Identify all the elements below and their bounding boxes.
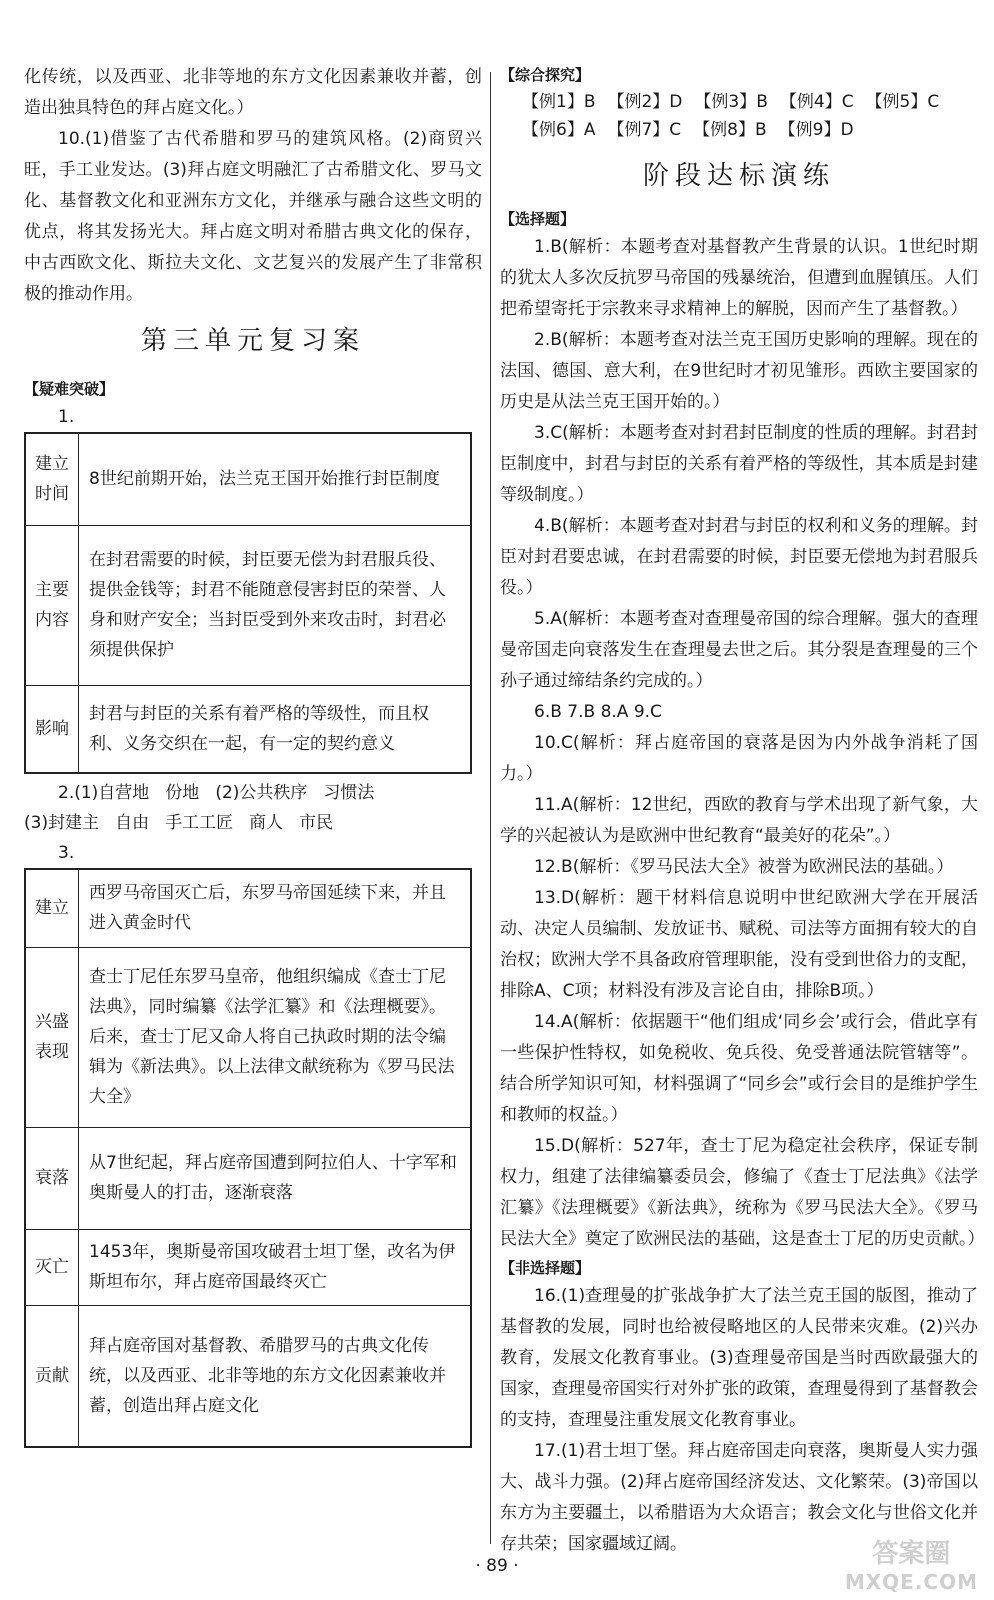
row-content: 从7世纪起，拜占庭帝国遭到阿拉伯人、十字军和奥斯曼人的打击，逐渐衰落 xyxy=(79,1127,472,1229)
fill-item: 2.(1)自营地 xyxy=(58,783,150,803)
example-answer: 【例6】A xyxy=(522,120,596,140)
answer-17: 17.(1)君士坦丁堡。拜占庭帝国走向衰落，奥斯曼人实力强大、战斗力强。(2)拜占庭帝国经济发达、文化繁荣。(3)帝国以东方为主要疆土，以希腊语为大众语言；教会文化与世俗文化并存共荣；国家疆域辽阔。 xyxy=(500,1441,978,1554)
answer-item: 6.B 7.B 8.A 9.C xyxy=(534,702,662,722)
answer-2-line-2 xyxy=(24,808,482,838)
answer-2-line-1 xyxy=(24,778,482,808)
answer-item: 10.C(解析：拜占庭帝国的衰落是因为内外战争消耗了国力。） xyxy=(500,733,978,784)
table-row xyxy=(25,947,471,1127)
right-column xyxy=(500,62,985,1560)
fill-item: 手工工匠 xyxy=(165,813,234,833)
row-content: 8世纪前期开始，法兰克王国开始推行封臣制度 xyxy=(79,433,472,525)
row-label: 主要内容 xyxy=(25,525,79,685)
table-row xyxy=(25,1305,471,1447)
answer-item: 14.A(解析：依据题干“他们组成‘同乡会’或行会，借此享有一些保护性特权，如免税收、免兵役、免受普通法院管辖等”。结合所学知识可知，材料强调了“同乡会”或行会目的是维护学生和教师的权益。） xyxy=(500,1012,978,1125)
question-3-number: 3. xyxy=(58,843,75,863)
table-row xyxy=(25,685,471,773)
row-label: 建立 xyxy=(25,869,79,947)
answer-item: 13.D(解析：题干材料信息说明中世纪欧洲大学在开展活动、决定人员编制、发放证书、赋税、司法等方面拥有较大的自治权；欧洲大学不具备政府管理职能，没有受到世俗力的支配，排除A、C项；材料没有涉及言论自由，排除B项。） xyxy=(500,888,978,1001)
row-label: 影响 xyxy=(25,685,79,773)
fill-item: 自由 xyxy=(115,813,150,833)
answer-item: 2.B(解析：本题考查对法兰克王国历史影响的理解。现在的法国、德国、意大利，在9世纪时才初见雏形。西欧主要国家的历史是从法兰克王国开始的。） xyxy=(500,330,978,412)
row-content: 拜占庭帝国对基督教、希腊罗马的古典文化传统，以及西亚、北非等地的东方文化因素兼收并蓄，创造出拜占庭文化 xyxy=(79,1305,472,1447)
fill-item: 市民 xyxy=(299,813,334,833)
section-heading-choice: 【选择题】 xyxy=(500,210,576,228)
row-label: 兴盛表现 xyxy=(25,947,79,1127)
feudal-system-table xyxy=(24,432,472,774)
answer-16: 16.(1)查理曼的扩张战争扩大了法兰克王国的版图，推动了基督教的发展，同时也给被侵略地区的人民带来灾难。(2)兴办教育，发展文化教育事业。(3)查理曼帝国是当时西欧最强大的国家，查理曼帝国实行对外扩张的政策，查理曼得到了基督教会的支持，查理曼注重发展文化教育事业。 xyxy=(500,1286,978,1430)
question-1-number: 1. xyxy=(58,407,75,427)
example-answer: 【例3】B xyxy=(694,92,768,112)
example-answer: 【例8】B xyxy=(693,120,767,140)
example-answer: 【例5】C xyxy=(865,92,940,112)
table-row xyxy=(25,433,471,525)
answer-10: 10.(1)借鉴了古代希腊和罗马的建筑风格。(2)商贸兴旺，手工业发达。(3)拜占庭文明融汇了古希腊文化、罗马文化、基督教文化和亚洲东方文化，并继承与融合这些文明的优点，将其发扬光大。拜占庭文明对希腊古典文化的保存，中古西欧文化、斯拉夫文化、文艺复兴的发展产生了非常积极的推动作用。 xyxy=(24,129,482,304)
column-divider xyxy=(490,72,491,1544)
row-label: 贡献 xyxy=(25,1305,79,1447)
fill-item: (2)公共秩序 xyxy=(215,783,308,803)
example-answer: 【例7】C xyxy=(607,120,682,140)
section-heading-nonchoice: 【非选择题】 xyxy=(500,1259,591,1277)
row-content: 封君与封臣的关系有着严格的等级性，而且权利、义务交织在一起，有一定的契约意义 xyxy=(79,685,472,773)
examples-row-1 xyxy=(500,88,978,116)
site-watermark-logo xyxy=(845,1540,978,1596)
byzantine-empire-table xyxy=(24,868,472,1448)
row-content: 西罗马帝国灭亡后，东罗马帝国延续下来，并且进入黄金时代 xyxy=(79,869,472,947)
examples-row-2 xyxy=(500,116,978,144)
answer-item: 15.D(解析：527年，查士丁尼为稳定社会秩序，保证专制权力，组建了法律编纂委员会，修编了《查士丁尼法典》《法学汇纂》《法理概要》《新法典》，统称为《罗马民法大全》。《罗马民法大全》奠定了欧洲民法的基础，这是查士丁尼的历史贡献。） xyxy=(500,1136,985,1249)
answer-item: 4.B(解析：本题考查对封君与封臣的权利和义务的理解。封臣对封君要忠诚，在封君需要的时候，封臣要无偿地为封君服兵役。） xyxy=(500,516,978,598)
unit-title: 第三单元复习案 xyxy=(140,326,365,356)
watermark-line-1: 答案圈 xyxy=(872,1539,951,1569)
fill-item: (3)封建主 xyxy=(24,813,100,833)
example-answer: 【例1】B xyxy=(522,92,596,112)
row-content: 在封君需要的时候，封臣要无偿为封君服兵役、提供金钱等；封君不能随意侵害封臣的荣誉、人身和财产安全；当封臣受到外来攻击时，封君必须提供保护 xyxy=(79,525,472,685)
row-content: 查士丁尼任东罗马皇帝，他组织编成《查士丁尼法典》，同时编纂《法学汇纂》和《法理概要》。后来，查士丁尼又命人将自己执政时期的法令编辑为《新法典》。以上法律文献统称为《罗马民法大全》 xyxy=(79,947,472,1127)
row-content: 1453年，奥斯曼帝国攻破君士坦丁堡，改名为伊斯坦布尔，拜占庭帝国最终灭亡 xyxy=(79,1229,472,1305)
answer-item: 3.C(解析：本题考查对封君封臣制度的性质的理解。封君封臣制度中，封君与封臣的关系有着严格的等级性，其本质是封建等级制度。） xyxy=(500,423,978,505)
section-heading-explore: 【综合探究】 xyxy=(500,66,591,84)
fill-item: 份地 xyxy=(165,783,200,803)
table-row xyxy=(25,1127,471,1229)
example-answer: 【例2】D xyxy=(607,92,683,112)
watermark-line-2: MXQE.COM xyxy=(844,1570,978,1594)
left-column xyxy=(24,62,482,1448)
answer-item: 5.A(解析：本题考查对查理曼帝国的综合理解。强大的查理曼帝国走向衰落发生在查理曼去世之后。其分裂是查理曼的三个孙子通过缔结条约完成的。） xyxy=(500,609,978,691)
stage-title: 阶段达标演练 xyxy=(642,161,835,191)
intro-text: 化传统，以及西亚、北非等地的东方文化因素兼收并蓄，创造出独具特色的拜占庭文化。） xyxy=(24,67,482,118)
answer-item: 11.A(解析：12世纪，西欧的教育与学术出现了新气象，大学的兴起被认为是欧洲中世纪教育“最美好的花朵”。） xyxy=(500,795,978,846)
example-answer: 【例4】C xyxy=(779,92,854,112)
row-label: 灭亡 xyxy=(25,1229,79,1305)
table-row xyxy=(25,1229,471,1305)
row-label: 建立时间 xyxy=(25,433,79,525)
fill-item: 习惯法 xyxy=(323,783,375,803)
answer-item: 12.B(解析：《罗马民法大全》被誉为欧洲民法的基础。） xyxy=(534,857,954,877)
table-row xyxy=(25,869,471,947)
table-row xyxy=(25,525,471,685)
page-number: · 89 · xyxy=(475,1556,519,1576)
example-answer: 【例9】D xyxy=(778,120,854,140)
row-label: 衰落 xyxy=(25,1127,79,1229)
fill-item: 商人 xyxy=(249,813,284,833)
answer-item: 1.B(解析：本题考查对基督教产生背景的认识。1世纪时期的犹太人多次反抗罗马帝国的残暴统治，但遭到血腥镇压。人们把希望寄托于宗教来寻求精神上的解脱，因而产生了基督教。） xyxy=(500,237,978,319)
section-heading-difficulty: 【疑难突破】 xyxy=(24,380,115,398)
